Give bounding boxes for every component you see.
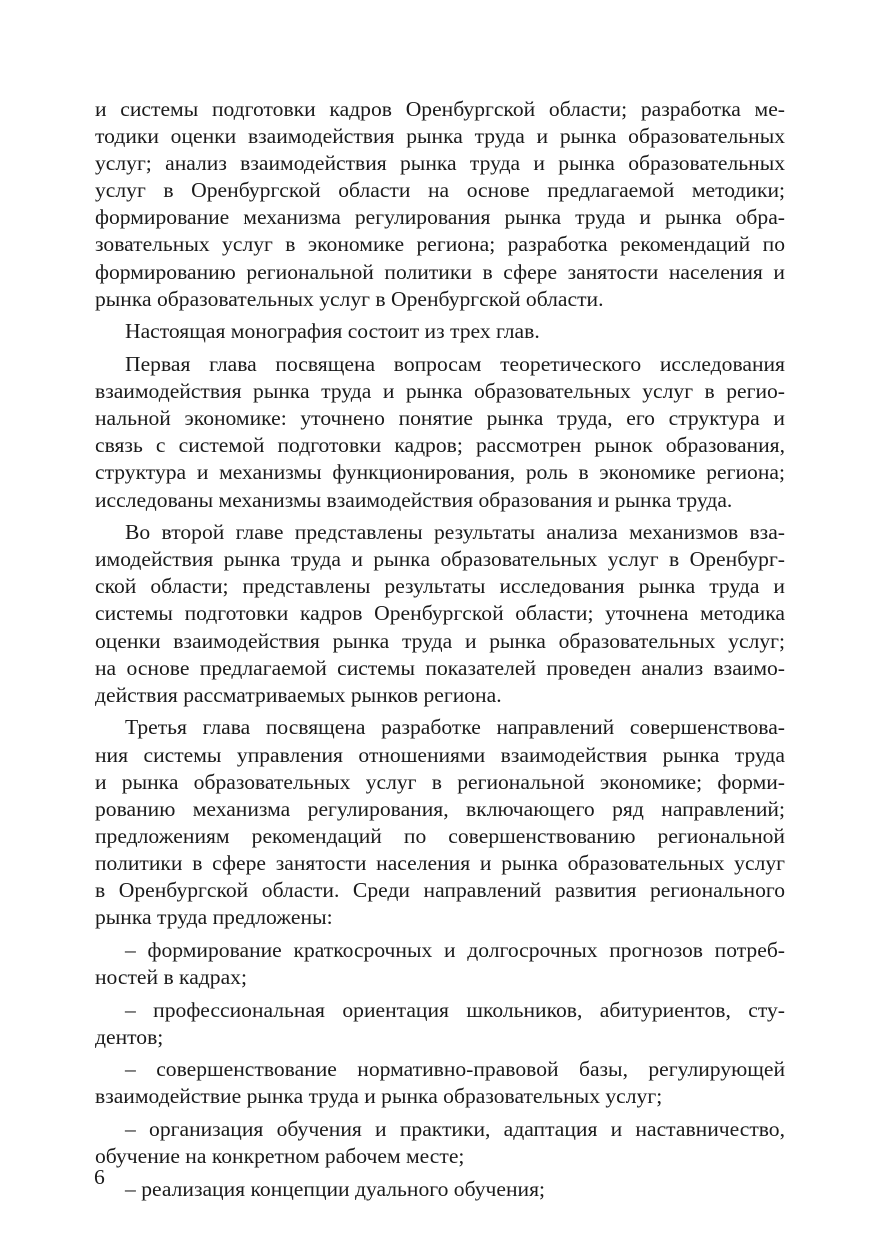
text-line: ния системы управления отношениями взаимодействия рынка труда bbox=[95, 742, 785, 767]
text-line: нальной экономике: уточнено понятие рынка труда, его структура и bbox=[95, 406, 785, 431]
text-line: тодики оценки взаимодействия рынка труда и рынка образовательных bbox=[95, 124, 785, 149]
text-line: – профессиональная ориентация школьников, абитуриентов, сту- bbox=[125, 997, 785, 1022]
page-body bbox=[95, 96, 785, 1209]
text-line: услуг в Оренбургской области на основе предлагаемой методики; bbox=[95, 178, 785, 203]
text-line: и рынка образовательных услуг в региональной экономике; форми- bbox=[95, 769, 785, 794]
text-line: связь с системой подготовки кадров; рассмотрен рынок образования, bbox=[95, 433, 785, 458]
text-line: услуг; анализ взаимодействия рынка труда и рынка образовательных bbox=[95, 151, 785, 176]
paragraph bbox=[95, 1116, 785, 1170]
paragraph bbox=[95, 1176, 785, 1203]
text-line: формированию региональной политики в сфере занятости населения и bbox=[95, 259, 785, 284]
text-line: предложениям рекомендаций по совершенствованию региональной bbox=[95, 823, 785, 848]
text-line: взаимодействия рынка труда и рынка образовательных услуг в регио- bbox=[95, 379, 785, 404]
text-line: Настоящая монография состоит из трех глав. bbox=[125, 319, 540, 344]
paragraph bbox=[95, 714, 785, 931]
text-line: Третья глава посвящена разработке направлений совершенствова- bbox=[125, 715, 785, 740]
text-line: рынка труда предложены: bbox=[95, 905, 333, 930]
text-line: зовательных услуг в экономике региона; разработка рекомендаций по bbox=[95, 232, 785, 257]
text-line: имодействия рынка труда и рынка образовательных услуг в Оренбург- bbox=[95, 547, 785, 572]
body-text bbox=[95, 96, 785, 1203]
text-line: – организация обучения и практики, адаптация и наставничество, bbox=[125, 1117, 785, 1142]
paragraph bbox=[95, 937, 785, 991]
text-line: исследованы механизмы взаимодействия образования и рынка труда. bbox=[95, 487, 733, 512]
text-line: дентов; bbox=[95, 1024, 164, 1049]
page-number: 6 bbox=[94, 1165, 105, 1189]
paragraph bbox=[95, 997, 785, 1051]
paragraph bbox=[95, 318, 785, 345]
text-line: политики в сфере занятости населения и рынка образовательных услуг bbox=[95, 850, 785, 875]
paragraph bbox=[95, 1056, 785, 1110]
text-line: ностей в кадрах; bbox=[95, 964, 247, 989]
paragraph bbox=[95, 351, 785, 514]
text-line: рованию механизма регулирования, включающего ряд направлений; bbox=[95, 796, 785, 821]
text-line: структура и механизмы функционирования, роль в экономике региона; bbox=[95, 460, 785, 485]
text-line: на основе предлагаемой системы показателей проведен анализ взаимо- bbox=[95, 655, 785, 680]
text-line: формирование механизма регулирования рынка труда и рынка обра- bbox=[95, 205, 785, 230]
text-line: и системы подготовки кадров Оренбургской области; разработка ме- bbox=[95, 97, 785, 121]
text-line: Первая глава посвящена вопросам теоретического исследования bbox=[125, 352, 785, 377]
text-line: системы подготовки кадров Оренбургской области; уточнена методика bbox=[95, 601, 785, 626]
text-line: – формирование краткосрочных и долгосрочных прогнозов потреб- bbox=[125, 937, 785, 962]
paragraph bbox=[95, 96, 785, 313]
text-line: ской области; представлены результаты исследования рынка труда и bbox=[95, 574, 785, 599]
text-line: – реализация концепции дуального обучения; bbox=[125, 1176, 546, 1201]
text-line: в Оренбургской области. Среди направлений развития регионального bbox=[95, 878, 785, 902]
text-line: обучение на конкретном рабочем месте; bbox=[95, 1144, 465, 1169]
text-line: – совершенствование нормативно-правовой базы, регулирующей bbox=[125, 1057, 785, 1082]
text-line: взаимодействие рынка труда и рынка образовательных услуг; bbox=[95, 1084, 663, 1109]
text-line: оценки взаимодействия рынка труда и рынка образовательных услуг; bbox=[95, 628, 785, 653]
paragraph bbox=[95, 519, 785, 709]
text-line: действия рассматриваемых рынков региона. bbox=[95, 682, 502, 707]
text-line: рынка образовательных услуг в Оренбургской области. bbox=[95, 286, 604, 311]
text-line: Во второй главе представлены результаты анализа механизмов вза- bbox=[125, 520, 785, 545]
